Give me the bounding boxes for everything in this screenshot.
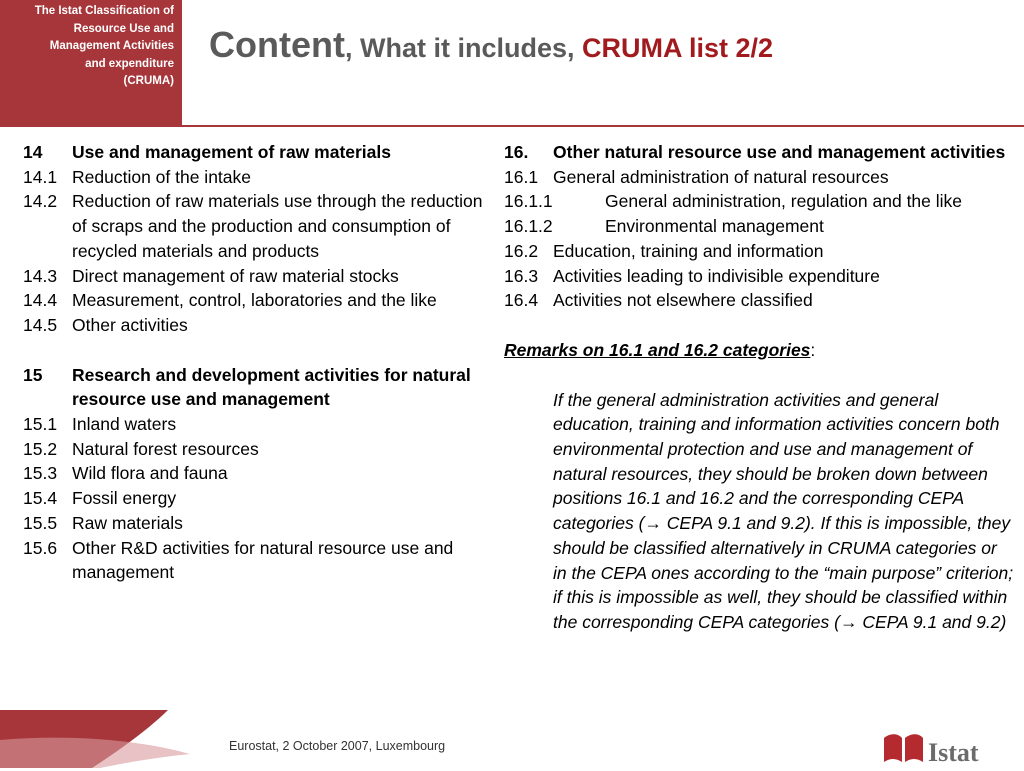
item-text: Research and development activities for natural resource use and management [72, 364, 471, 410]
item-number: 16.3 [504, 265, 539, 286]
item-number: 15.3 [23, 463, 58, 484]
item-text: Activities not elsewhere classified [553, 290, 813, 311]
remarks-colon: : [810, 339, 816, 360]
item-number: 16. [504, 142, 529, 162]
title-red: CRUMA list 2/2 [582, 33, 774, 63]
istat-logo-icon [882, 732, 982, 766]
item-text: Education, training and information [553, 240, 824, 261]
item-number: 16.1.2 [504, 216, 553, 237]
item-number: 15.4 [23, 488, 58, 509]
item-number: 16.1.1 [504, 191, 553, 212]
item-number: 15.5 [23, 512, 58, 533]
item-text: Environmental management [605, 216, 824, 237]
list-item [504, 189, 1014, 214]
remarks-body: If the general administration activities and general education, training and information activities concern both environmental protection and use and management of natural resources, they should be broken down between positions 16.1 and 16.2 and the corresponding CEPA categories (→ CEPA 9.1 and 9.2). If this is impossible, they should be classified alternatively in CRUMA categories or in the CEPA ones according to the “main purpose” criterion; if this is impossible as well, they should be classified within the corresponding CEPA categories (→ CEPA 9.1 and 9.2) [553, 389, 1014, 632]
header-divider [182, 125, 1024, 127]
left-column [23, 140, 501, 585]
item-text: Raw materials [72, 512, 183, 533]
list-item [23, 412, 501, 437]
title-sub: What it includes, [359, 33, 582, 63]
item-text: Activities leading to indivisible expenditure [553, 265, 880, 286]
remarks-title: Remarks on 16.1 and 16.2 categories [504, 339, 811, 360]
list-item [23, 511, 501, 536]
item-text: General administration, regulation and the like [605, 191, 963, 212]
list-item [23, 486, 501, 511]
list-item [504, 288, 1014, 313]
list-item [504, 239, 1014, 264]
item-number: 14.3 [23, 265, 58, 286]
item-text: Use and management of raw materials [72, 142, 391, 162]
item-number: 16.4 [504, 290, 539, 311]
title-comma: , [344, 33, 360, 63]
item-text: Other activities [72, 314, 188, 335]
list-item [23, 165, 501, 190]
list-item [23, 189, 501, 263]
item-number: 14.4 [23, 290, 58, 311]
right-column [504, 140, 1014, 635]
item-text: Reduction of raw materials use through the reduction of scraps and the production and consumption of recycled materials and products [72, 191, 483, 261]
item-number: 14 [23, 142, 43, 162]
list-item [23, 288, 501, 313]
item-text: Wild flora and fauna [72, 463, 228, 484]
list-item [23, 536, 501, 585]
item-number: 15 [23, 364, 43, 385]
item-number: 16.1 [504, 166, 539, 187]
item-number: 15.1 [23, 414, 58, 435]
footer-text: Eurostat, 2 October 2007, Luxembourg [229, 739, 446, 753]
istat-logo [882, 732, 982, 771]
item-number: 15.6 [23, 537, 58, 558]
spacer [23, 338, 501, 363]
footer [0, 710, 1024, 768]
item-text: Other R&D activities for natural resource use and management [72, 537, 454, 583]
list-item [23, 313, 501, 338]
list-item [23, 264, 501, 289]
svg-text:Istat: Istat [928, 738, 979, 766]
footer-swoosh [0, 710, 1024, 768]
item-text: Reduction of the intake [72, 166, 252, 187]
item-text: Measurement, control, laboratories and the like [72, 290, 437, 311]
item-text: Fossil energy [72, 488, 177, 509]
item-number: 14.5 [23, 314, 58, 335]
spacer [504, 313, 1014, 338]
list-item [504, 140, 1014, 165]
item-text: Direct management of raw material stocks [72, 265, 399, 286]
list-item [23, 363, 501, 412]
list-item [23, 461, 501, 486]
item-number: 14.1 [23, 166, 58, 187]
list-item [504, 165, 1014, 190]
list-item [23, 437, 501, 462]
list-item [23, 140, 501, 165]
page-title [209, 24, 773, 66]
item-number: 15.2 [23, 438, 58, 459]
list-item [504, 214, 1014, 239]
title-main: Content [209, 24, 345, 65]
item-number: 16.2 [504, 240, 539, 261]
item-number: 14.2 [23, 191, 58, 212]
remarks-heading [504, 338, 1014, 363]
item-text: Other natural resource use and management activities [553, 142, 1006, 162]
presentation-subtitle: The Istat Classification of Resource Use and Management Activities and expenditure (CRUMA) [34, 5, 174, 87]
list-item [504, 264, 1014, 289]
item-text: Inland waters [72, 414, 177, 435]
header-corner-box [0, 0, 182, 127]
item-text: General administration of natural resources [553, 166, 889, 187]
item-text: Natural forest resources [72, 438, 259, 459]
